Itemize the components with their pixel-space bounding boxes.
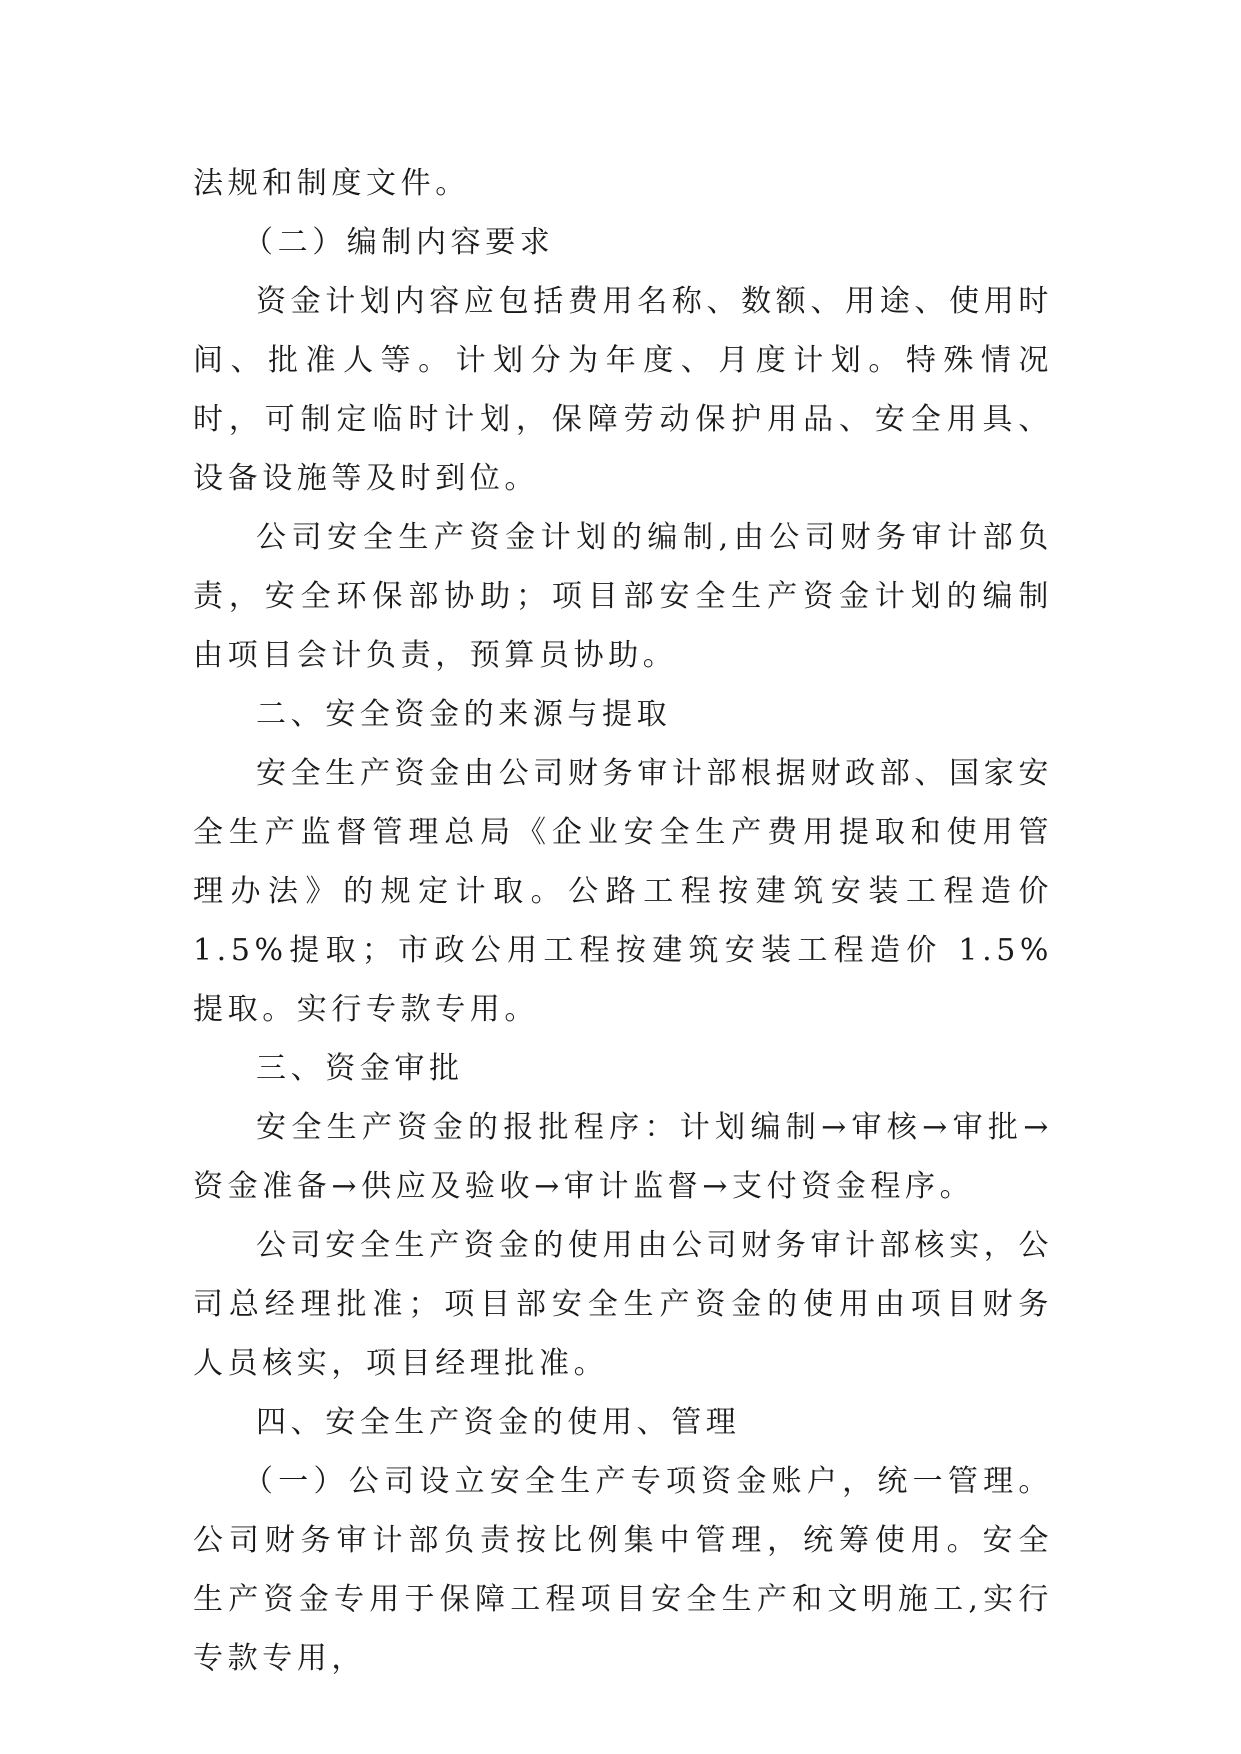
paragraph-plan-responsibility: 公司安全生产资金计划的编制,由公司财务审计部负责，安全环保部协助；项目部安全生产资金计划的编制由项目会计负责，预算员协助。	[193, 520, 1053, 673]
section-heading-approval: 三、资金审批	[256, 1051, 464, 1086]
subheading-preparation-requirements: （二）编制内容要求	[243, 225, 555, 260]
document-body	[193, 154, 1053, 1688]
paragraph-funding-source: 安全生产资金由公司财务审计部根据财政部、国家安全生产监督管理总局《企业安全生产费用提取和使用管理办法》的规定计取。公路工程按建筑安装工程造价 1.5%提取；市政公用工程按建筑安装工程造价 1.5%提取。实行专款专用。	[193, 756, 1053, 1027]
paragraph-approval-authority: 公司安全生产资金的使用由公司财务审计部核实，公司总经理批准；项目部安全生产资金的使用由项目财务人员核实，项目经理批准。	[193, 1228, 1053, 1381]
paragraph-plan-content: 资金计划内容应包括费用名称、数额、用途、使用时间、批准人等。计划分为年度、月度计划。特殊情况时，可制定临时计划，保障劳动保护用品、安全用具、设备设施等及时到位。	[193, 284, 1053, 496]
section-heading-use-management: 四、安全生产资金的使用、管理	[256, 1405, 741, 1440]
paragraph-continuation: 法规和制度文件。	[193, 166, 470, 201]
section-heading-funding-source: 二、安全资金的来源与提取	[256, 697, 672, 732]
paragraph-special-account: （一）公司设立安全生产专项资金账户，统一管理。公司财务审计部负责按比例集中管理，统筹使用。安全生产资金专用于保障工程项目安全生产和文明施工,实行专款专用，	[193, 1464, 1053, 1676]
paragraph-approval-procedure: 安全生产资金的报批程序：计划编制→审核→审批→资金准备→供应及验收→审计监督→支付资金程序。	[193, 1110, 1053, 1204]
